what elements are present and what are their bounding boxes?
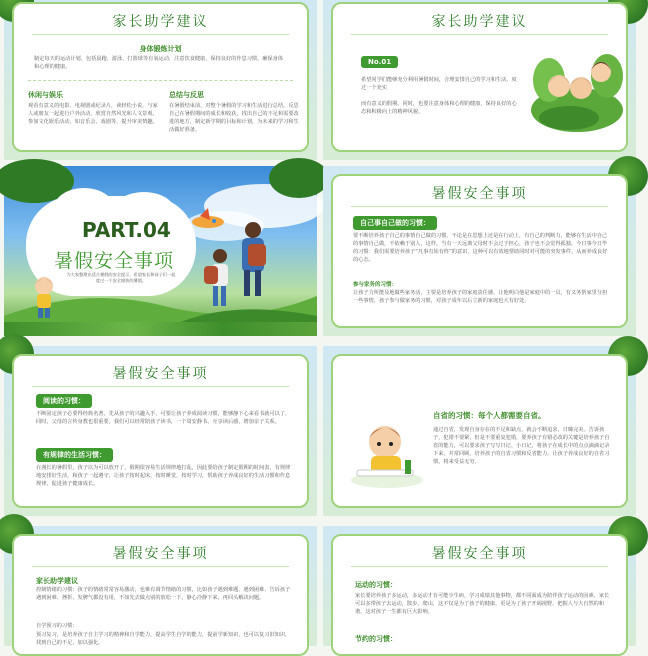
part-number: PART.04 [82, 218, 171, 242]
slide-title: 暑假安全事项 [112, 546, 209, 562]
paragraph: 而有意义的假期。同时，也要注意身体和心理的健康，保持良好的心态和积极向上的精神风貌。 [361, 101, 517, 115]
paragraph: 希望同学们能够充分利用暑假时间，合理安排自己的学习和生活，度过一个充实 [361, 77, 517, 91]
slide-6-thumbnail[interactable] [323, 346, 636, 516]
section-text: 在暑假结束前，对整个暑假的学习和生活进行总结，反思自己在暑假期间的成长和收获，找出自己的不足和需要改进的地方，制定新学期的目标和计划，为未来的学习和生活做好准备。 [169, 103, 299, 133]
section-text: 制定每天的运动计划，包括晨跑、游泳、打篮球等有氧运动，注意饮食健康，保持良好的作息习惯，确保身体和心理的健康。 [34, 56, 284, 70]
part-heading: 暑假安全事项 [54, 250, 175, 272]
section-heading: 节约的习惯： [355, 635, 397, 643]
title-divider [351, 34, 608, 35]
slide-title: 家长助学建议 [431, 14, 528, 30]
slide-7-thumbnail[interactable] [4, 526, 317, 646]
dashed-divider [28, 80, 293, 81]
section-heading: 总结与反思 [169, 91, 204, 99]
slide-2-thumbnail[interactable] [323, 0, 636, 160]
paragraph: 要不断培养孩子自己的事情自己做的习惯，不论是在思想上还是在行动上，有自己的判断力，能够在生活中自己的事情自己做，不依赖于别人，这样，当有一天远离父母时不会过于担心，孩子也不会觉得孤独。今日事今日毕的习惯：我们需要培养孩子“凡事有始有终”的意识，这种可以有效地帮助同时对可能的突发事件，从而养成良好的心态。 [353, 233, 608, 263]
section-heading: 家长助学建议 [36, 577, 78, 585]
paragraph: 家长要培养孩子多运动，多运动才有可能少生病，学习成绩其他事物，都不同面成为陪伴孩子运动的因素，家长可以多带孩子去运动，散步、爬山，这不仅是为了孩子的健康，更是为了孩子开阔视野，把握人与大自然的和谐。这对孩子一生都有巨大影响。 [355, 593, 610, 615]
slide-3-thumbnail[interactable] [4, 166, 317, 336]
slide-card [331, 534, 628, 656]
slide-title: 暑假安全事项 [431, 546, 528, 562]
title-divider [32, 386, 289, 387]
title-divider [32, 566, 289, 567]
child-cartoon [24, 274, 64, 320]
sub-heading: 自学预习的习惯： [36, 623, 78, 629]
slide-card [12, 534, 309, 656]
slide-card [331, 174, 628, 328]
title-divider [351, 206, 608, 207]
paragraph: 预习复习，是培养孩子自主学习的精神和自学能力，提高学生自学的能力，提前学新知识，也可以复习旧知识，找到自己的不足，加以强化。 [36, 632, 291, 646]
habit-pill: 阅读的习惯： [36, 394, 92, 408]
slide-card [12, 2, 309, 152]
title-divider [32, 34, 289, 35]
number-badge: No.01 [361, 56, 398, 68]
paragraph: 控制情绪的习惯：孩子的情绪常常容易激动，也难有调节情绪的习惯，比如孩子遇到难题、遇到困难、告诉孩子遇到困难、挫折、发脾气都没有用，不如先去做点别的放松一下，静心冷静下来，再回头解决问题。 [36, 587, 291, 601]
section-heading: 休闲与娱乐 [28, 91, 63, 99]
section-heading: 身体锻炼计划 [139, 45, 182, 53]
grass-border [4, 322, 317, 336]
slide-title: 暑假安全事项 [112, 366, 209, 382]
slide-8-thumbnail[interactable] [323, 526, 636, 646]
slide-card [331, 354, 628, 508]
slide-card [331, 2, 628, 152]
slide-4-thumbnail[interactable] [323, 166, 636, 336]
part-subtext: 为大家整理出适合暑假的安全提示，希望家长和孩子们一起度过一个安全愉快的暑假。 [66, 272, 176, 283]
title-divider [351, 566, 608, 567]
slide-card [12, 354, 309, 508]
section-text: 观看有意义的电影、电视剧或纪录片，读轻松小说，与家人或朋友一起进行户外活动，欣赏自然风光和人文景观，参加文化娱乐活动，如音乐会、戏剧等，提升审美情趣。 [28, 103, 158, 125]
paragraph: 不断固定孩子必要得经典名著，先从孩子的兴趣入手，可要让孩子养成阅读习惯，能够静下心来看书就可以了，同时，父母的言传身教也很重要，我们可以经常陪孩子读书，一个周安静书、互享读后感，增加亲子关系。 [36, 411, 291, 425]
habit-pill: 自己事自己做的习惯： [353, 216, 437, 230]
children-in-leaves-illustration [529, 40, 625, 132]
paragraph: 让孩子力所能及地做些家务活，主要是培养孩子的家庭责任感，让他明白他是家庭中的一员，有义务帮家里分担一些事情，孩子参与做家务的习惯，对孩子成年以后立新的家庭也大有好处。 [353, 290, 608, 304]
slide-5-thumbnail[interactable] [4, 346, 317, 516]
section-heading: 运动的习惯： [355, 581, 397, 589]
habit-pill: 有规律的生活习惯： [36, 448, 113, 462]
slide-title: 暑假安全事项 [431, 186, 528, 202]
paragraph: 通过自省，发现自身存在的不足和缺点，就会不断追求，日臻完美。告诉孩子，犯错不要紧，但是不要重复犯错，要养孩子有错必改的关键是培养孩子自省的能力，可以要求孩子写写日记、小日记，将孩子在成长中的点点滴滴记录下来，并常回顾，培养孩子的自省习惯和反省能力，让孩子养成良好的自省习惯，将来受益无穷。 [433, 427, 610, 465]
section-heading: 自省的习惯：每个人都需要自省。 [433, 411, 546, 420]
slide-1-thumbnail[interactable] [4, 0, 317, 160]
child-reading-illustration [347, 416, 425, 492]
sub-heading: 参与家务的习惯： [353, 282, 398, 288]
slide-title: 家长助学建议 [112, 14, 209, 30]
paragraph: 在漫长的暑假里，孩子以为可以放开了，假期很容易生活规律地打乱，因此要给孩子制定假期的时间表，有规律地安排好生活，和孩子一起遵守，让孩子按时起床，按时睡觉，按时学习，帮助孩子养成良好的生活习惯和作息规律，促进孩子健康成长。 [36, 465, 291, 487]
